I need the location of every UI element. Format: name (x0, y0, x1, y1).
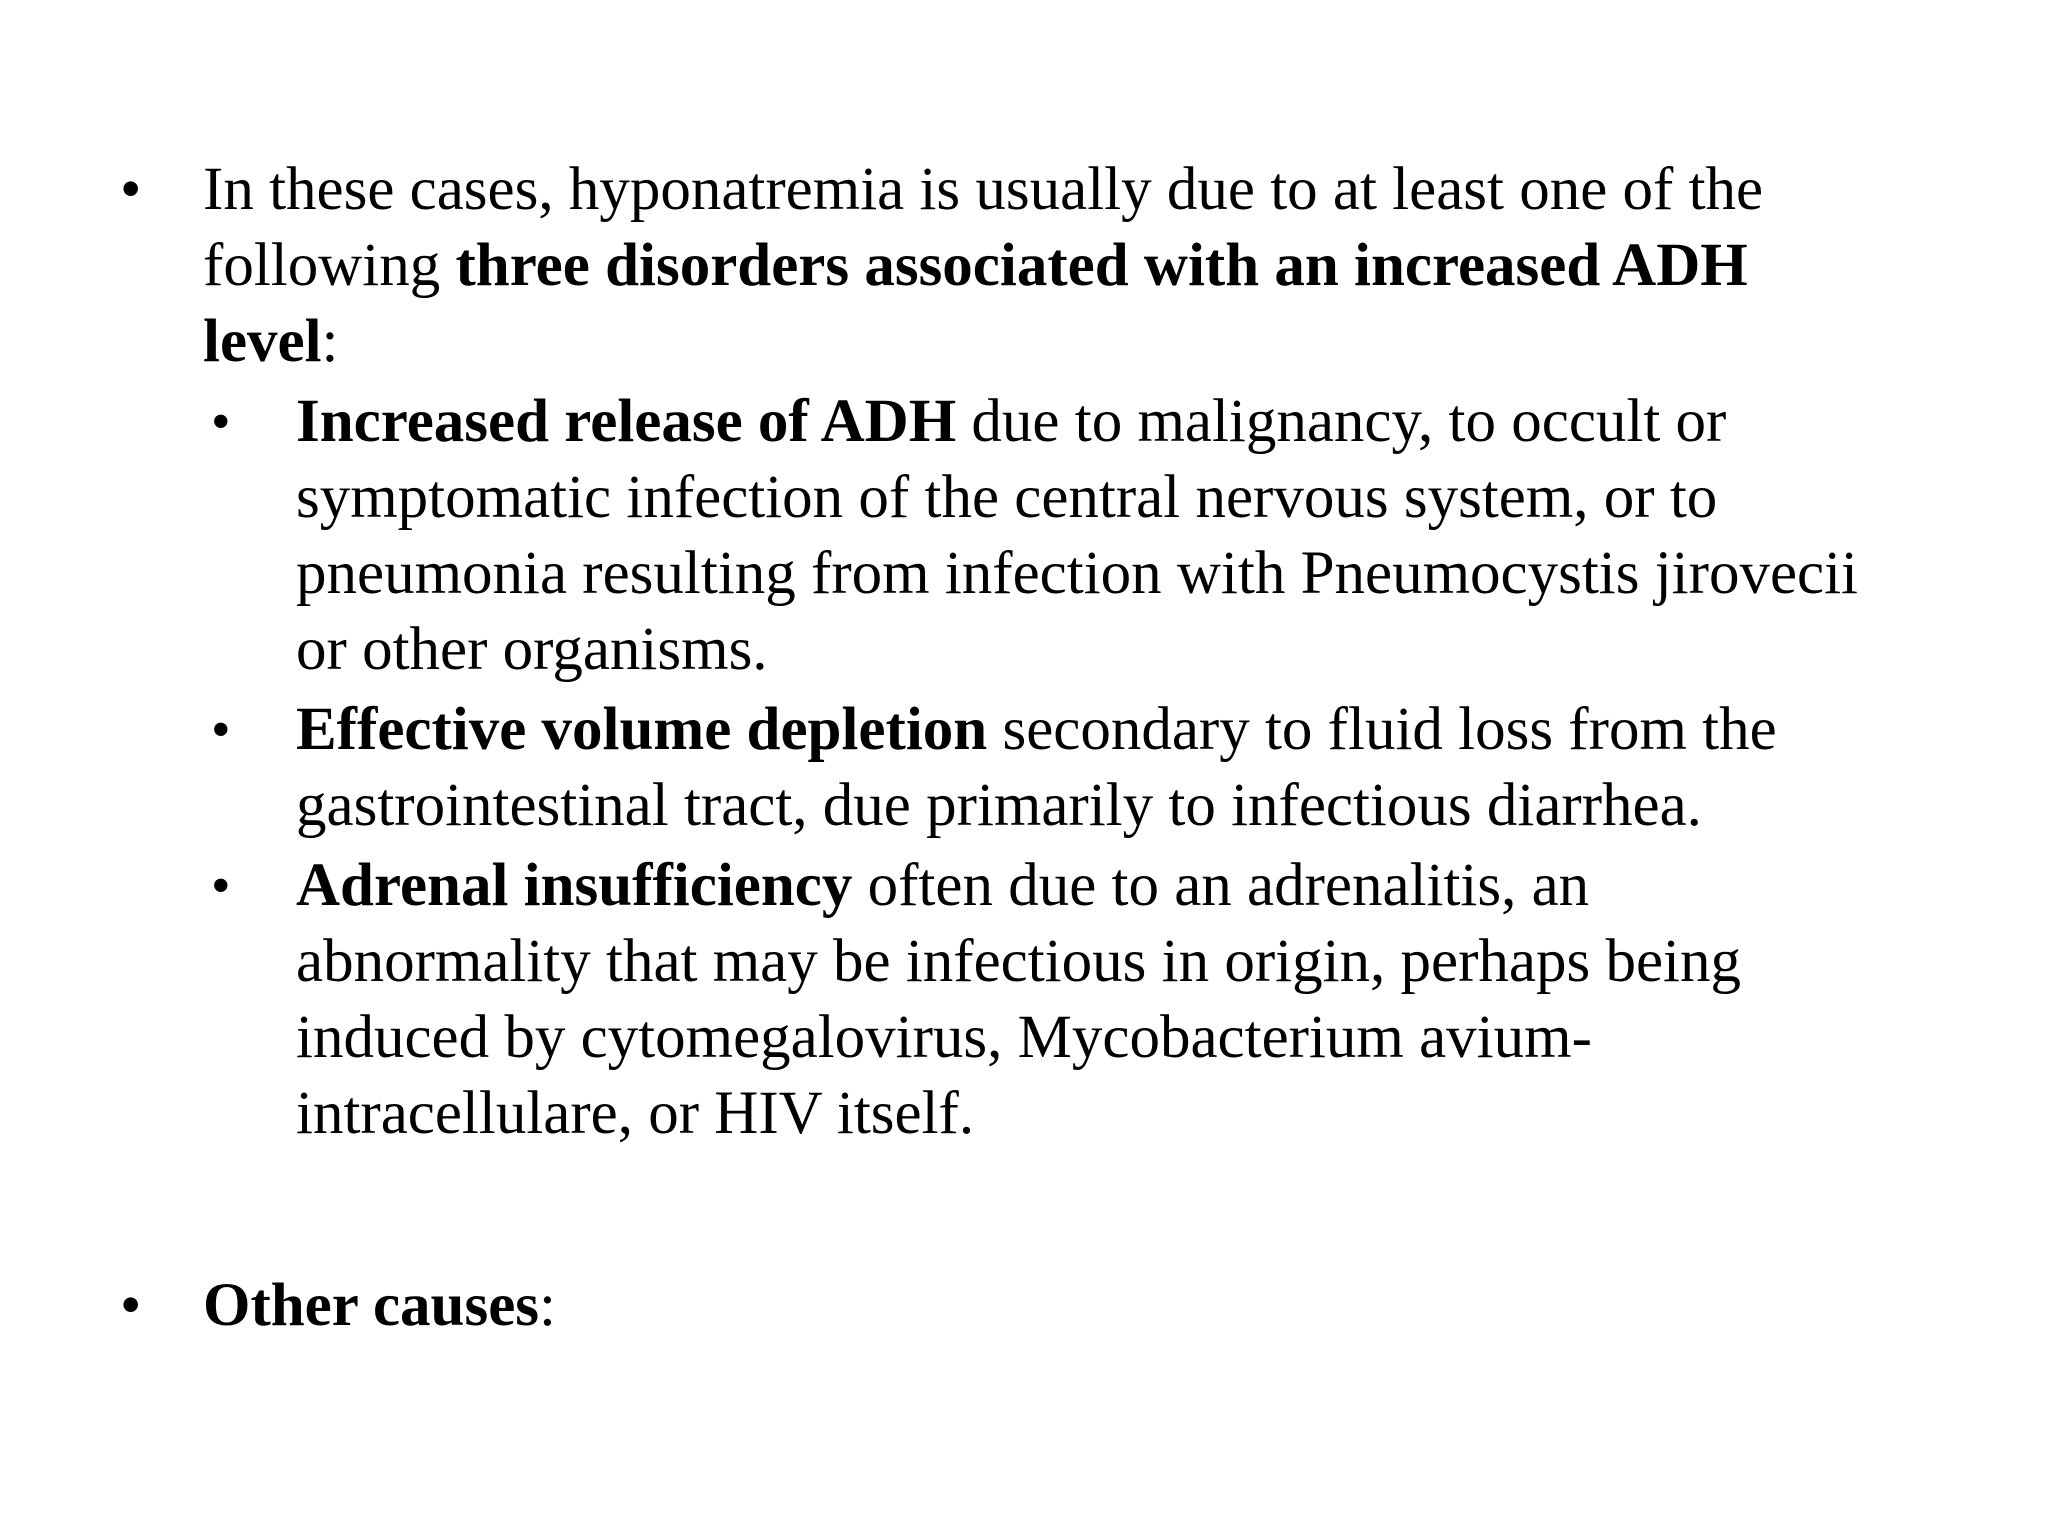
bullet-marker: • (211, 391, 231, 453)
sub-item-text: secondary to fluid loss from the gastrointestinal tract, due primarily to infectious diarrhea. (296, 696, 1777, 839)
sub-item-volume-depletion (211, 692, 1870, 844)
bullet-marker: • (211, 699, 231, 761)
bullet-marker: • (211, 855, 231, 917)
sub-item-text: due to malignancy, to occult or symptomatic infection of the central nervous system, or to pneumonia resulting from infection with Pneumocystis jirovecii or other organisms. (296, 388, 1858, 683)
sub-item-increased-adh (211, 384, 1870, 688)
bullet-marker: • (120, 156, 142, 223)
bullet-marker: • (120, 1272, 142, 1339)
list-item-hyponatremia-cases (120, 152, 1870, 1152)
sub-item-bold-text: Adrenal insufficiency (296, 852, 853, 919)
bullet-list (120, 152, 1870, 1344)
item-text: : (321, 308, 339, 375)
list-item-other-causes (120, 1268, 1870, 1344)
sub-item-bold-text: Increased release of ADH (296, 388, 957, 455)
item-bold-text: Other causes (203, 1272, 540, 1339)
item-text: In these cases, hyponatremia is usually due to at least one of the following (203, 156, 1764, 299)
item-text: : (539, 1272, 556, 1339)
item-bold-text: three disorders associated with an increased ADH level (203, 232, 1748, 375)
sub-bullet-list (211, 384, 1870, 1152)
sub-item-adrenal-insufficiency (211, 848, 1870, 1152)
sub-item-bold-text: Effective volume depletion (296, 696, 988, 763)
sub-item-text: often due to an adrenalitis, an abnormality that may be infectious in origin, perhaps being induced by cytomegalovirus, Mycobacterium avium-intracellulare, or HIV itself. (296, 852, 1741, 1147)
